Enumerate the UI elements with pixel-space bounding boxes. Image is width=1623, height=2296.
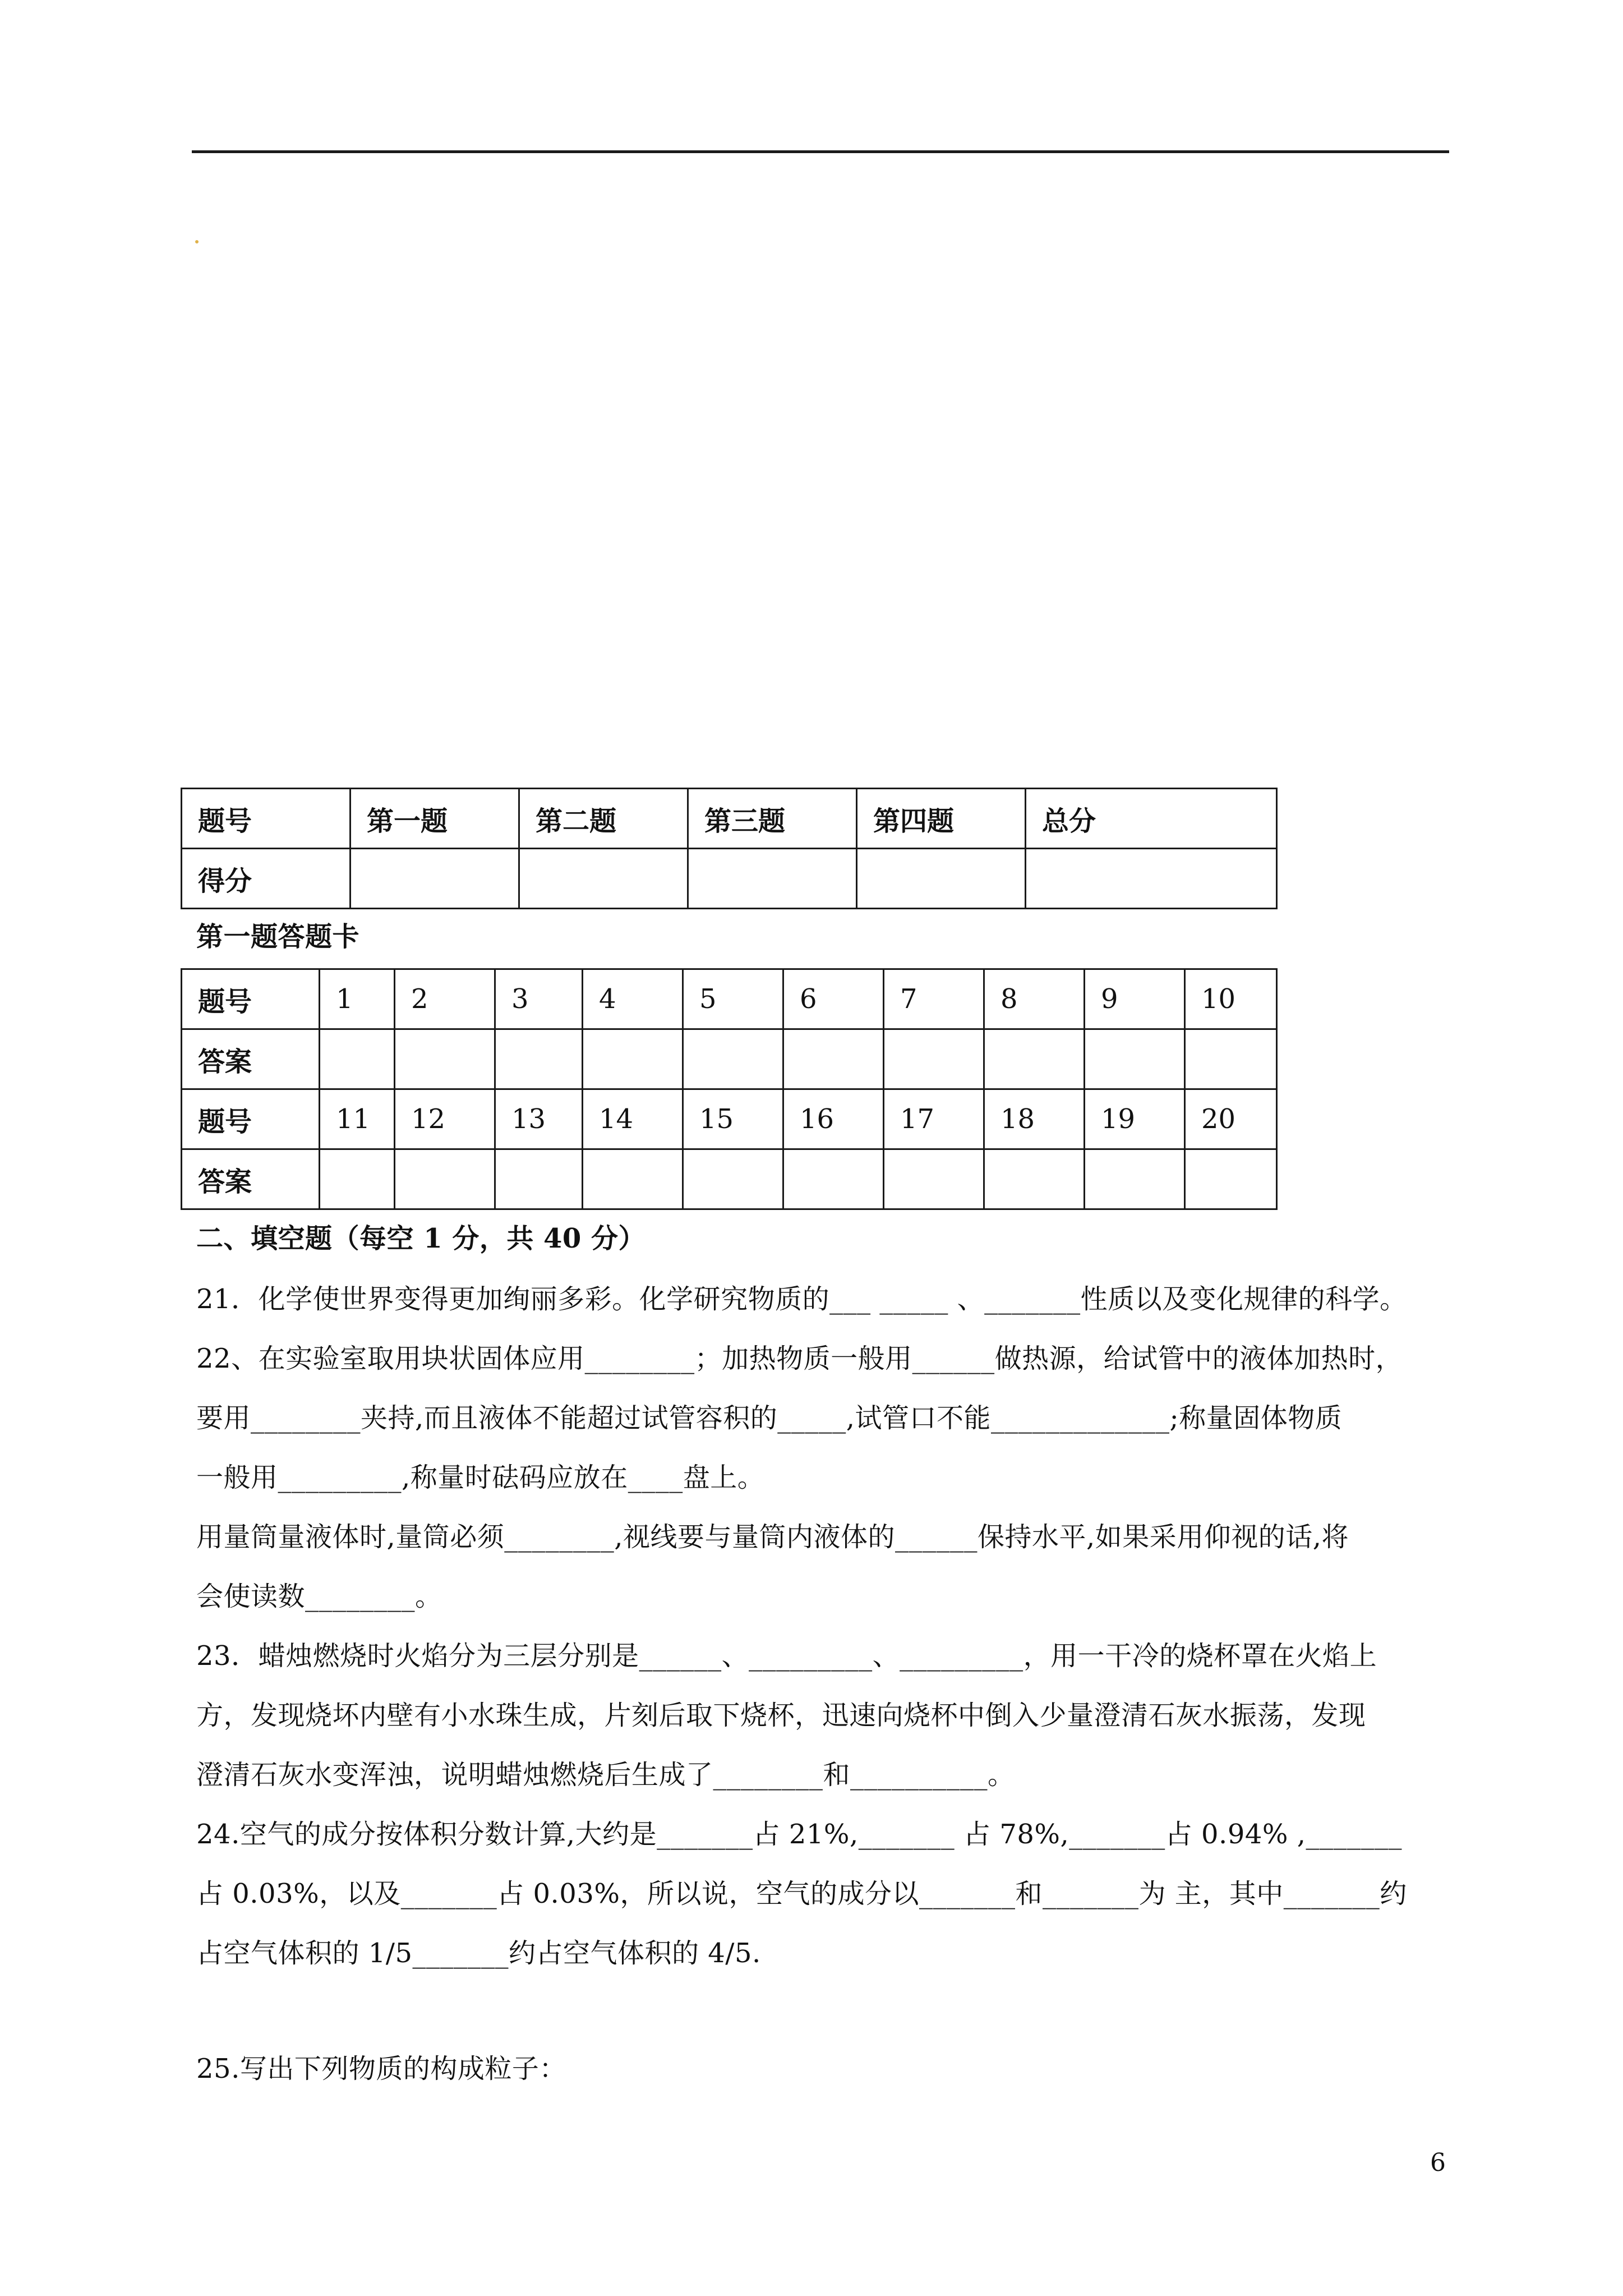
question-line: 用量筒量液体时,量筒必须________,视线要与量筒内液体的______保持水平,如果采用仰视的话,将: [196, 1521, 1349, 1553]
score-cell: [1026, 849, 1277, 909]
score-header-cell: 第三题: [688, 789, 857, 849]
question-line: 方，发现烧坏内壁有小水珠生成，片刻后取下烧杯，迅速向烧杯中倒入少量澄清石灰水振荡，发现: [196, 1700, 1366, 1731]
header-rule: [192, 150, 1449, 153]
question-line: 24.空气的成分按体积分数计算,大约是_______占 21%,_______ 占 78%,_______占 0.94% ,_______: [196, 1819, 1403, 1850]
question-number-cell: 20: [1185, 1089, 1277, 1149]
answer-cell: [683, 1029, 783, 1089]
answer-label-cell: 答案: [182, 1149, 320, 1209]
question-number-cell: 1: [320, 969, 395, 1029]
answer-cell: [495, 1149, 583, 1209]
answer-cell: [1085, 1029, 1185, 1089]
number-label-cell: 题号: [182, 969, 320, 1029]
question-number-cell: 17: [884, 1089, 984, 1149]
question-number-cell: 11: [320, 1089, 395, 1149]
question-line: 会使读数________。: [196, 1581, 442, 1612]
question-number-cell: 14: [583, 1089, 683, 1149]
question-number-cell: 16: [783, 1089, 884, 1149]
answer-cell: [583, 1029, 683, 1089]
question-number-cell: 13: [495, 1089, 583, 1149]
answer-cell: [984, 1029, 1085, 1089]
question-number-cell: 6: [783, 969, 884, 1029]
question-line: 占空气体积的 1/5_______约占空气体积的 4/5.: [196, 1938, 761, 1969]
question-number-cell: 12: [395, 1089, 495, 1149]
score-table: [181, 788, 1278, 909]
answer-cell: [884, 1149, 984, 1209]
score-header-cell: 总分: [1026, 789, 1277, 849]
question-number-cell: 3: [495, 969, 583, 1029]
answer-row: [182, 1029, 1277, 1089]
answer-cell: [395, 1149, 495, 1209]
question-number-cell: 10: [1185, 969, 1277, 1029]
answer-cell: [783, 1149, 884, 1209]
question-number-cell: 5: [683, 969, 783, 1029]
number-label-cell: 题号: [182, 1089, 320, 1149]
score-cell: [688, 849, 857, 909]
stray-mark: [195, 240, 199, 243]
score-label-cell: 得分: [182, 849, 351, 909]
question-number-cell: 9: [1085, 969, 1185, 1029]
question-number-cell: 7: [884, 969, 984, 1029]
score-header-cell: 第四题: [857, 789, 1026, 849]
question-line: 22、在实验室取用块状固体应用________；加热物质一般用______做热源，给试管中的液体加热时，: [196, 1343, 1403, 1374]
score-header-cell: 题号: [182, 789, 351, 849]
score-cell: [857, 849, 1026, 909]
question-line: 23．蜡烛燃烧时火焰分为三层分别是______、_________、_________，用一干冷的烧杯罩在火焰上: [196, 1640, 1377, 1672]
answer-cell: [1085, 1149, 1185, 1209]
score-table-header-row: [182, 789, 1277, 849]
answer-number-row: [182, 1089, 1277, 1149]
answer-cell: [783, 1029, 884, 1089]
question-number-cell: 8: [984, 969, 1085, 1029]
question-line: 25.写出下列物质的构成粒子：: [196, 2053, 566, 2085]
score-cell: [519, 849, 688, 909]
answer-row: [182, 1149, 1277, 1209]
question-line: 澄清石灰水变浑浊，说明蜡烛燃烧后生成了________和__________。: [196, 1759, 1015, 1791]
score-table-row: [182, 849, 1277, 909]
section-heading: 二、填空题（每空 1 分，共 40 分）: [196, 1223, 646, 1254]
answer-cell: [1185, 1029, 1277, 1089]
score-cell: [351, 849, 519, 909]
question-line: 一般用_________,称量时砝码应放在____盘上。: [196, 1462, 765, 1493]
answer-cell: [984, 1149, 1085, 1209]
question-line: 要用________夹持,而且液体不能超过试管容积的_____,试管口不能_____________;称量固体物质: [196, 1402, 1343, 1434]
question-number-cell: 2: [395, 969, 495, 1029]
answer-cell: [884, 1029, 984, 1089]
question-number-cell: 19: [1085, 1089, 1185, 1149]
question-number-cell: 18: [984, 1089, 1085, 1149]
page-number: 6: [1430, 2148, 1446, 2177]
question-number-cell: 4: [583, 969, 683, 1029]
answer-card-table: [181, 968, 1278, 1210]
answer-cell: [583, 1149, 683, 1209]
answer-cell: [395, 1029, 495, 1089]
answer-cell: [1185, 1149, 1277, 1209]
question-line: 21．化学使世界变得更加绚丽多彩。化学研究物质的___ _____ 、_______性质以及变化规律的科学。: [196, 1283, 1407, 1315]
question-line: 占 0.03%，以及_______占 0.03%，所以说，空气的成分以_______和_______为 主，其中_______约: [196, 1878, 1407, 1910]
answer-cell: [320, 1029, 395, 1089]
answer-cell: [495, 1029, 583, 1089]
answer-label-cell: 答案: [182, 1029, 320, 1089]
answer-card-title: 第一题答题卡: [196, 921, 360, 953]
answer-number-row: [182, 969, 1277, 1029]
score-header-cell: 第二题: [519, 789, 688, 849]
question-number-cell: 15: [683, 1089, 783, 1149]
score-header-cell: 第一题: [351, 789, 519, 849]
answer-cell: [683, 1149, 783, 1209]
answer-cell: [320, 1149, 395, 1209]
